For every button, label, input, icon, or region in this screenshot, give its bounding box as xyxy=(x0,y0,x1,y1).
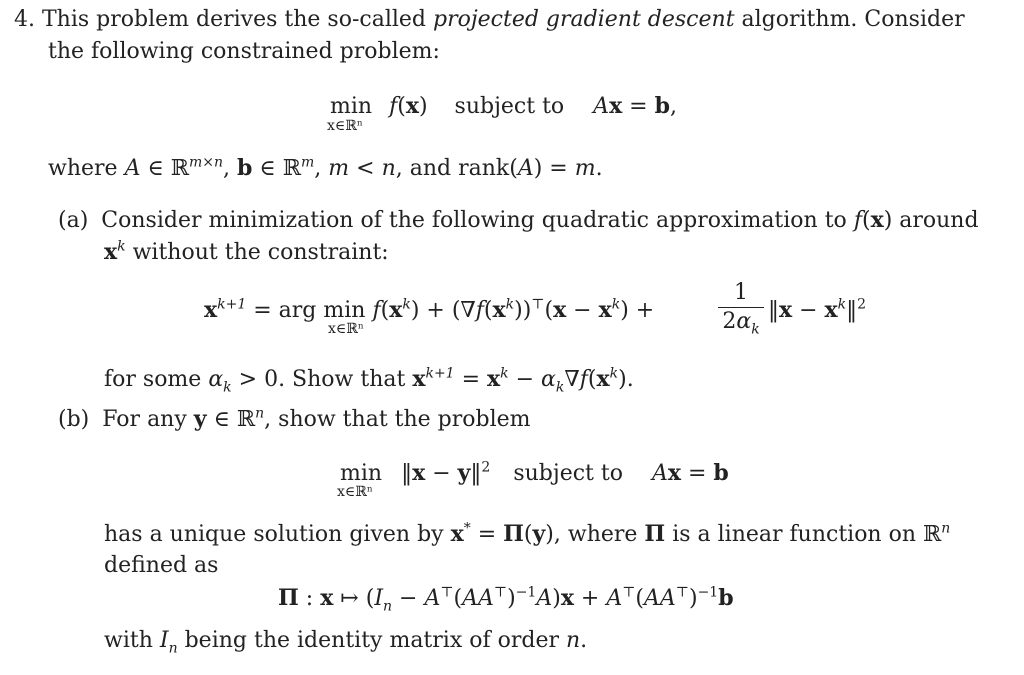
where-line: where A ∈ ℝ$^{m\times n}$, b ∈ ℝ$^m$, m < n, and rank(A) = m. xyxy=(48,154,603,181)
part-a-norm-term: ‖x − $x^k‖^2$ xyxy=(768,296,867,323)
min-operator: min xyxy=(330,94,373,119)
subject-to: subject to xyxy=(454,94,565,119)
part-b-map-equation: Π : x ↦ $(I_n - A^⊤(AA^⊤)^{-1}A)x + A^⊤(AA^⊤)^{-1}b$ xyxy=(278,584,734,615)
subject-to-b: subject to xyxy=(513,461,623,486)
problem-equation: min f(x) subject to Ax = b, xyxy=(330,93,677,119)
part-a-line-2: $x^k$ without the constraint: xyxy=(104,238,389,265)
part-b-line-2: has a unique solution given by x* = Π(y), where Π is a linear function on ℝ$^n$ xyxy=(104,520,951,547)
constraint: Ax = b, xyxy=(593,93,677,119)
part-b-line-3: defined as xyxy=(104,553,219,578)
fraction-denominator: $2\alpha_k$ xyxy=(722,309,760,338)
problem-number: 4. xyxy=(14,7,35,32)
part-b-line-1: (b) For any y ∈ ℝ$^n$, show that the problem xyxy=(58,405,531,432)
part-b-min-subscript: x∈ℝⁿ xyxy=(337,484,373,500)
part-a-line-1: (a) Consider minimization of the following quadratic approximation to f(x) around xyxy=(58,207,979,233)
part-a-fraction xyxy=(718,280,764,338)
objective: f xyxy=(389,94,398,119)
part-b-equation: min ‖x − y‖$^2$ subject to Ax = b xyxy=(340,459,729,486)
intro-text-a: This problem derives the so-called xyxy=(42,7,433,32)
part-b-line-4: with $I_n$ being the identity matrix of order n. xyxy=(104,628,588,657)
part-a-min-subscript: x∈ℝⁿ xyxy=(328,321,364,337)
problem-intro-line-2: the following constrained problem: xyxy=(48,39,440,64)
problem-intro-line-1 xyxy=(14,7,965,33)
part-b-label: (b) xyxy=(58,407,90,432)
min-operator-b: min xyxy=(340,461,383,486)
part-a-label: (a) xyxy=(58,208,89,233)
problem-min-subscript: x∈ℝⁿ xyxy=(327,118,363,134)
fraction-numerator: 1 xyxy=(734,280,748,305)
intro-term: projected gradient descent xyxy=(432,7,735,32)
intro-text-b: algorithm. Consider xyxy=(734,7,965,32)
part-a-line-3: for some $\alpha_k > 0$. Show that $x^{k+1} = x^k - \alpha_k\nabla f(x^k)$. xyxy=(104,365,634,396)
part-a-equation: $x^{k+1}$ = arg $\min f(x^k) + (\nabla f(x^k))^⊤(x - x^k)$ + xyxy=(204,296,655,323)
